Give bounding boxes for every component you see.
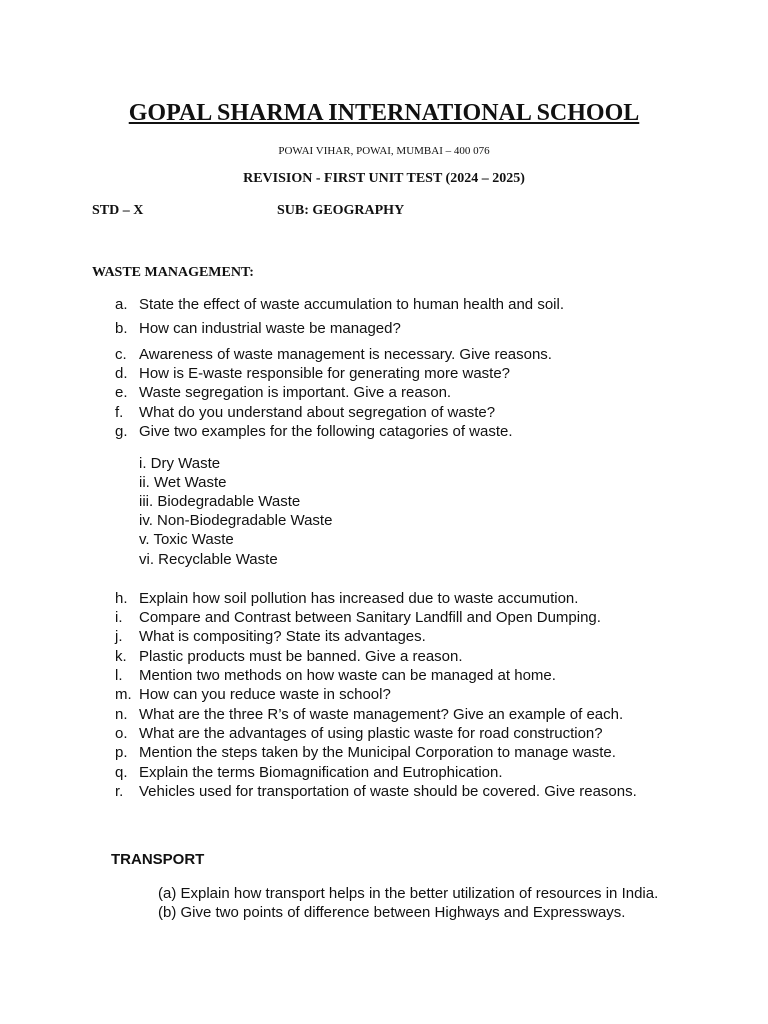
school-address: POWAI VIHAR, POWAI, MUMBAI – 400 076 [278,145,490,157]
list-item: v. Toxic Waste [139,531,234,548]
list-item: iv. Non-Biodegradable Waste [139,512,333,529]
question-text: Compare and Contrast between Sanitary Landfill and Open Dumping. [139,609,601,626]
question-marker: f. [115,404,124,421]
section-heading-transport: TRANSPORT [111,851,205,868]
question-marker: p. [115,744,128,761]
list-item: (b) Give two points of difference between Highways and Expressways. [158,904,626,921]
question-text: How is E-waste responsible for generating more waste? [139,365,511,382]
question-marker: k. [115,648,127,665]
list-item: ii. Wet Waste [139,474,227,491]
question-marker: h. [115,590,128,607]
standard-label: STD – X [92,203,144,218]
question-text: What do you understand about segregation of waste? [139,404,496,421]
list-item: vi. Recyclable Waste [139,551,278,568]
question-marker: g. [115,423,128,440]
question-text: Mention the steps taken by the Municipal Corporation to manage waste. [139,744,616,761]
question-marker: o. [115,725,128,742]
question-text: What are the three R’s of waste management? Give an example of each. [139,706,624,723]
question-text: State the effect of waste accumulation to human health and soil. [139,296,564,313]
exam-title: REVISION - FIRST UNIT TEST (2024 – 2025) [243,171,525,186]
question-marker: l. [115,667,123,684]
question-marker: b. [115,320,128,337]
question-marker: a. [115,296,128,313]
subject-label: SUB: GEOGRAPHY [277,203,405,218]
question-text: Explain the terms Biomagnification and Eutrophication. [139,764,503,781]
list-item: (a) Explain how transport helps in the better utilization of resources in India. [158,885,659,902]
question-text: What is compositing? State its advantages. [139,628,426,645]
question-text: Waste segregation is important. Give a reason. [139,384,452,401]
question-text: How can you reduce waste in school? [139,686,391,703]
list-item: i. Dry Waste [139,455,221,472]
question-text: Explain how soil pollution has increased due to waste accumution. [139,590,579,607]
question-text: Plastic products must be banned. Give a reason. [139,648,463,665]
question-text: Awareness of waste management is necessary. Give reasons. [139,346,552,363]
question-marker: n. [115,706,128,723]
question-marker: e. [115,384,128,401]
question-text: What are the advantages of using plastic waste for road construction? [139,725,603,742]
question-marker: i. [115,609,123,626]
question-marker: j. [115,628,123,645]
question-text: How can industrial waste be managed? [139,320,401,337]
question-marker: m. [115,686,132,703]
question-marker: c. [115,346,127,363]
question-marker: r. [115,783,124,800]
question-text: Mention two methods on how waste can be managed at home. [139,667,556,684]
question-marker: d. [115,365,128,382]
school-name: GOPAL SHARMA INTERNATIONAL SCHOOL [128,100,640,126]
question-marker: q. [115,764,128,781]
list-item: iii. Biodegradable Waste [139,493,301,510]
question-text: Give two examples for the following catagories of waste. [139,423,513,440]
question-text: Vehicles used for transportation of waste should be covered. Give reasons. [139,783,637,800]
section-heading-waste-management: WASTE MANAGEMENT: [92,265,254,280]
